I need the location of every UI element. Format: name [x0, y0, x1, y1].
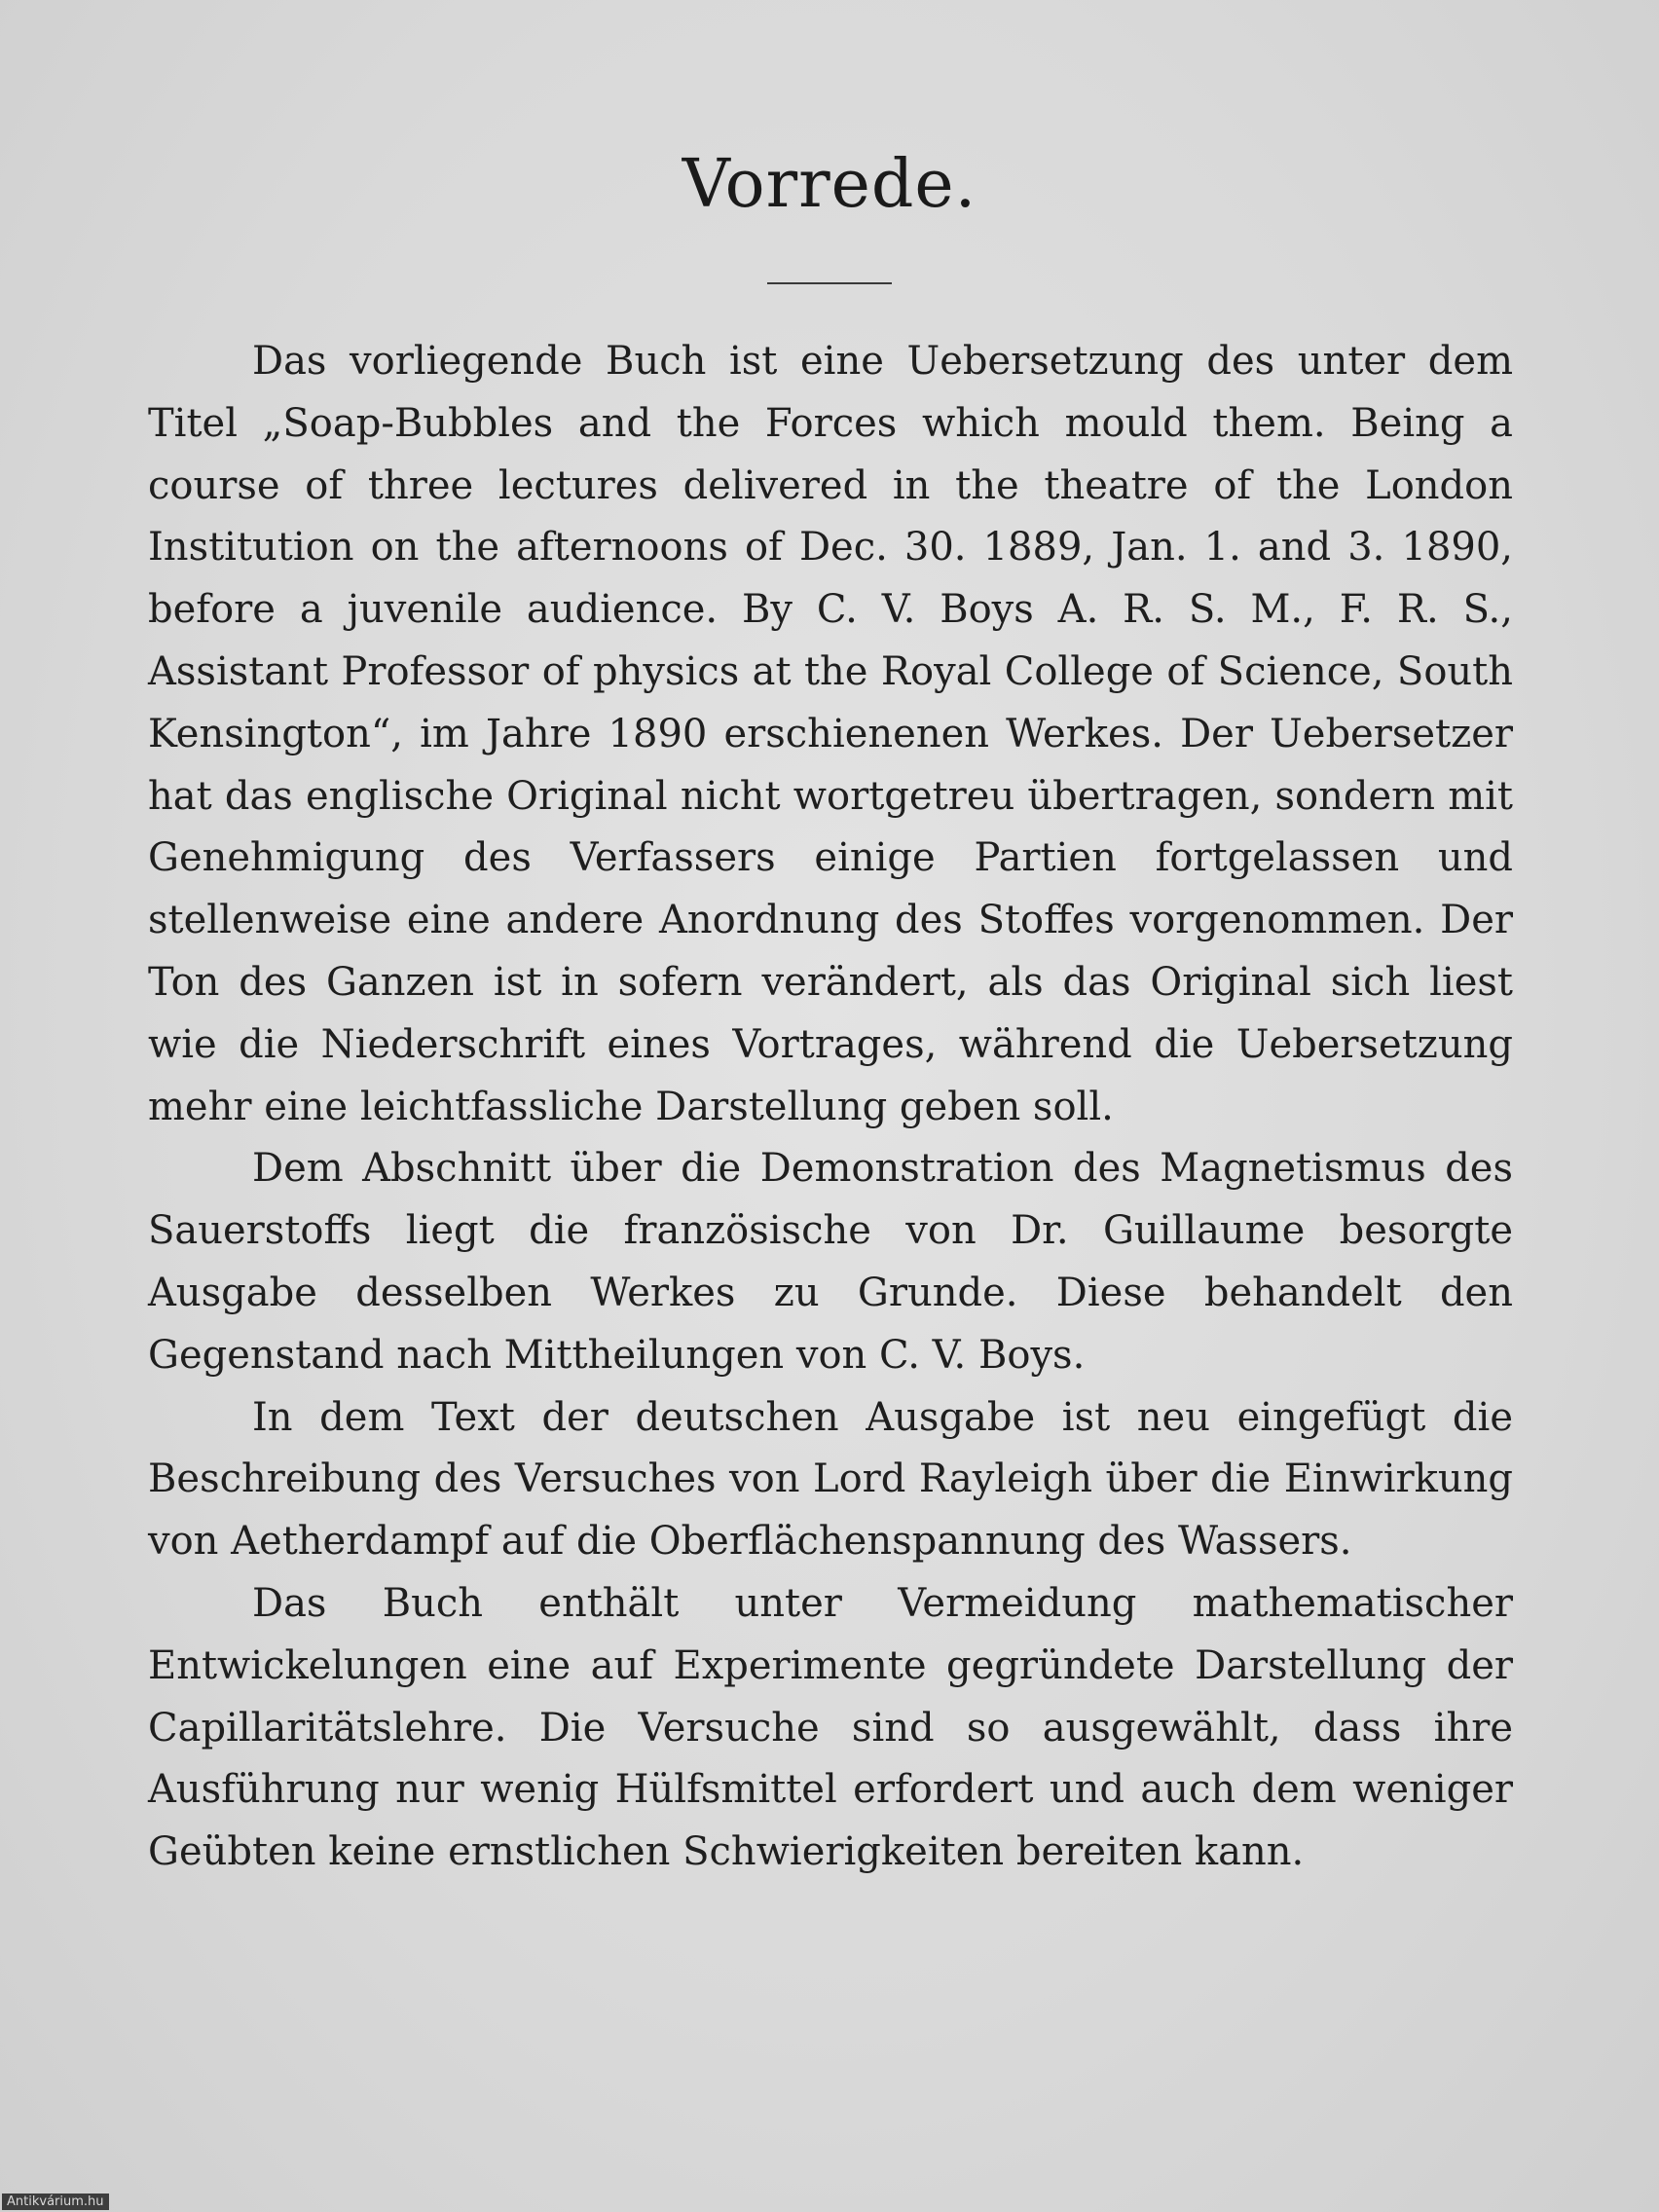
preface-body [148, 331, 1513, 1884]
paragraph-1: Das vorliegende Buch ist eine Uebersetzung des unter dem Titel „Soap-Bubbles and the Forces which mould them. Being a course of three lectures delivered in the theatre of the London Institution on the afternoons of Dec. 30. 1889, Jan. 1. and 3. 1890, before a juvenile audience. By C. V. Boys A. R. S. M., F. R. S., Assistant Professor of physics at the Royal College of Science, South Kensington“, im Jahre 1890 erschienenen Werkes. Der Uebersetzer hat das englische Original nicht wortgetreu übertragen, sondern mit Genehmigung des Verfassers einige Partien fortgelassen und stellenweise eine andere Anordnung des Stoffes vorgenommen. Der Ton des Ganzen ist in sofern verändert, als das Original sich liest wie die Niederschrift eines Vortrages, während die Uebersetzung mehr eine leichtfassliche Darstellung geben soll. [148, 339, 1513, 1129]
paragraph-4: Das Buch enthält unter Vermeidung mathematischer Entwickelungen eine auf Experimente gegründete Darstellung der Capillaritätslehre. Die Versuche sind so ausgewählt, dass ihre Ausführung nur wenig Hülfsmittel erfordert und auch dem weniger Geübten keine ernstlichen Schwierigkeiten bereiten kann. [148, 1580, 1513, 1875]
paragraph-3: In dem Text der deutschen Ausgabe ist neu eingefügt die Beschreibung des Versuches von Lord Rayleigh über die Einwirkung von Aetherdampf auf die Oberflächenspannung des Wassers. [148, 1394, 1513, 1565]
source-watermark: Antikvárium.hu [2, 2194, 109, 2210]
page-title: Vorrede. [682, 146, 977, 223]
title-divider [767, 282, 892, 284]
paragraph-2: Dem Abschnitt über die Demonstration des Magnetismus des Sauerstoffs liegt die französische von Dr. Guillaume besorgte Ausgabe desselben Werkes zu Grunde. Diese behandelt den Gegenstand nach Mittheilungen von C. V. Boys. [148, 1146, 1513, 1378]
